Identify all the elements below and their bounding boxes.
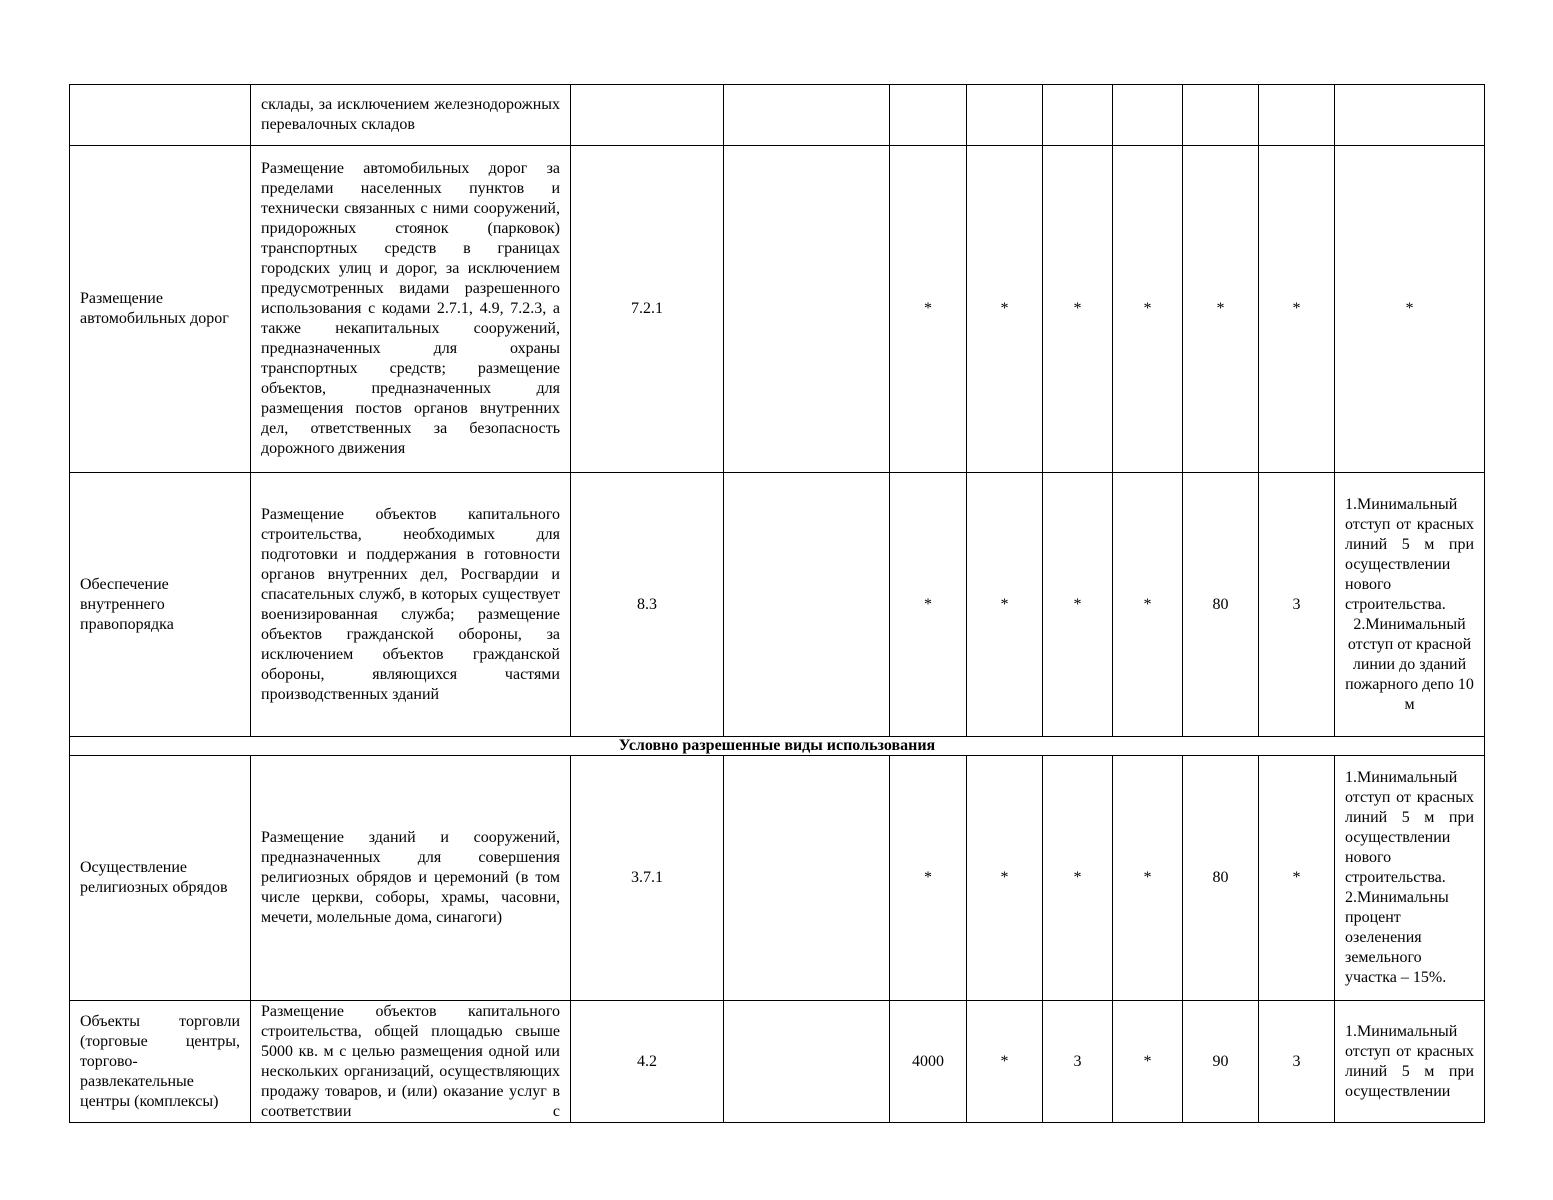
col-7-value: * [1043, 756, 1113, 1001]
note-part-b: 2.Минимальны процент озеленения земельного участка – 15%. [1345, 889, 1449, 986]
col-6-value: * [967, 1001, 1043, 1123]
col-5-value: * [890, 146, 967, 473]
note-value [1335, 756, 1485, 1001]
table-row [70, 85, 1485, 146]
note-value [1335, 85, 1485, 146]
section-title: Условно разрешенные виды использования [70, 737, 1485, 756]
col-10-value: * [1259, 146, 1335, 473]
col-7-value: 3 [1043, 1001, 1113, 1123]
note-value [1335, 1001, 1485, 1123]
col-6-value: * [967, 146, 1043, 473]
section-header-row [70, 737, 1485, 756]
col-7-value: * [1043, 473, 1113, 737]
col-7-value: * [1043, 146, 1113, 473]
use-code [571, 85, 724, 146]
use-code: 8.3 [571, 473, 724, 737]
col-9-value: 80 [1183, 756, 1259, 1001]
col-10-value: * [1259, 756, 1335, 1001]
table-row [70, 1001, 1485, 1123]
use-type-name: Осуществление религиозных обрядов [70, 756, 251, 1001]
land-use-regulations-table [69, 84, 1485, 1123]
col-8-value: * [1113, 1001, 1183, 1123]
note-text: 1.Минимальный отступ от красных линий 5 м при осуществлении [1345, 1022, 1474, 1100]
col-9-value: 90 [1183, 1001, 1259, 1123]
use-type-name [70, 1001, 251, 1123]
col-8-value: * [1113, 146, 1183, 473]
description-text: склады, за исключением железнодорожных перевалочных складов [261, 96, 560, 133]
col-6-value [967, 85, 1043, 146]
use-type-name: Обеспечение внутреннего правопорядка [70, 473, 251, 737]
col-4-value [724, 146, 890, 473]
use-type-name-text: Объекты торговли (торговые центры, торгово-развлекательные центры (комплексы) [80, 1012, 240, 1110]
use-code: 3.7.1 [571, 756, 724, 1001]
table-row [70, 756, 1485, 1001]
col-7-value [1043, 85, 1113, 146]
table-row [70, 146, 1485, 473]
col-10-value: 3 [1259, 1001, 1335, 1123]
col-5-value: * [890, 473, 967, 737]
use-type-description [251, 146, 571, 473]
use-type-name [70, 85, 251, 146]
col-5-value: * [890, 756, 967, 1001]
col-9-value: * [1183, 146, 1259, 473]
description-text: Размещение автомобильных дорог за пределами населенных пунктов и технически связанных с ними сооружений, придорожных стоянок (парковок) транспортных средств в границах городских улиц и дорог, за исключением предусмотренных видами разрешенного использования с кодами 2.7.1, 4.9, 7.2.3, а также некапитальных сооружений, предназначенных для охраны транспортных средств; размещение объектов, предназначенных для размещения постов органов внутренних дел, ответственных за безопасность дорожного движения [261, 160, 560, 457]
col-4-value [724, 85, 890, 146]
use-type-description [251, 1001, 571, 1123]
col-4-value [724, 756, 890, 1001]
col-10-value [1259, 85, 1335, 146]
col-4-value [724, 1001, 890, 1123]
description-text: Размещение зданий и сооружений, предназначенных для совершения религиозных обрядов и церемоний (в том числе церкви, соборы, храмы, часовни, мечети, молельные дома, синагоги) [261, 829, 560, 926]
use-type-description [251, 756, 571, 1001]
table-row [70, 473, 1485, 737]
note-value: * [1335, 146, 1485, 473]
col-8-value [1113, 85, 1183, 146]
note-part-b: 2.Минимальный отступ от красной линии до зданий пожарного депо 10 м [1345, 615, 1474, 713]
use-type-description [251, 473, 571, 737]
description-text: Размещение объектов капитального строительства, общей площадью свыше 5000 кв. м с целью размещения одной или нескольких организаций, осуществляющих продажу товаров, и (или) оказание услуг в соответствии с [261, 1002, 560, 1120]
col-8-value: * [1113, 756, 1183, 1001]
col-8-value: * [1113, 473, 1183, 737]
col-5-value: 4000 [890, 1001, 967, 1123]
description-text: Размещение объектов капитального строительства, необходимых для подготовки и поддержания в готовности органов внутренних дел, Росгвардии и спасательных служб, в которых существует военизированная служба; размещение объектов гражданской обороны, за исключением объектов гражданской обороны, являющихся частями производственных зданий [261, 505, 560, 703]
note-value [1335, 473, 1485, 737]
col-9-value: 80 [1183, 473, 1259, 737]
col-10-value: 3 [1259, 473, 1335, 737]
col-9-value [1183, 85, 1259, 146]
note-part-a: 1.Минимальный отступ от красных линий 5 м при осуществлении нового строительства. [1345, 495, 1474, 613]
col-5-value [890, 85, 967, 146]
use-type-name: Размещение автомобильных дорог [70, 146, 251, 473]
note-part-a: 1.Минимальный отступ от красных линий 5 м при осуществлении нового строительства. [1345, 769, 1474, 886]
use-type-description [251, 85, 571, 146]
col-6-value: * [967, 756, 1043, 1001]
use-code: 4.2 [571, 1001, 724, 1123]
col-4-value [724, 473, 890, 737]
use-code: 7.2.1 [571, 146, 724, 473]
col-6-value: * [967, 473, 1043, 737]
